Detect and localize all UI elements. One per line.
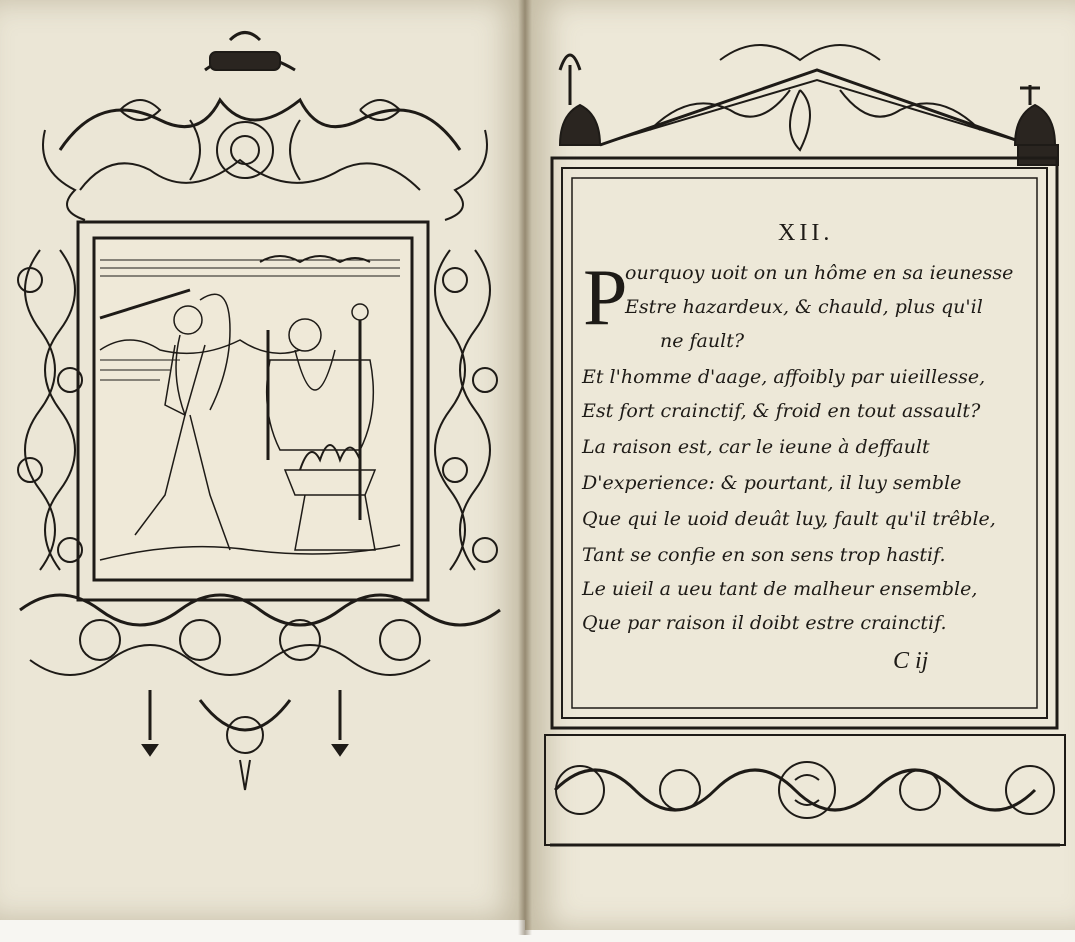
verse-line-11: Que par raison il doibt estre crainctif. <box>582 612 947 634</box>
verse-line-5: Est fort crainctif, & froid en tout assault? <box>582 400 981 422</box>
drop-cap: P <box>583 254 628 342</box>
left-crest-ornament <box>43 33 487 221</box>
verse-line-7: D'experience: & pourtant, il luy semble <box>582 472 962 494</box>
verse-line-3: ne fault? <box>660 330 745 352</box>
verse-line-2: Estre hazardeux, & chauld, plus qu'il <box>625 296 983 318</box>
left-bottom-ornament <box>20 595 500 790</box>
verse-line-6: La raison est, car le ieune à deffault <box>582 436 930 458</box>
woodcut-inner-frame <box>94 238 412 580</box>
signature-mark: C ij <box>893 648 929 674</box>
verse-line-4: Et l'homme d'aage, affoibly par uieillesse, <box>582 366 986 388</box>
verse-line-8: Que qui le uoid deuât luy, fault qu'il trêble, <box>582 508 996 530</box>
verse-line-1: ourquoy uoit on un hôme en sa ieunesse <box>625 262 1014 284</box>
right-pediment-ornament <box>560 45 1058 165</box>
poem-number-heading: XII. <box>778 220 834 246</box>
verse-line-9: Tant se confie en son sens trop hastif. <box>582 544 946 566</box>
right-bottom-frieze <box>545 735 1065 845</box>
verse-line-10: Le uieil a ueu tant de malheur ensemble, <box>582 578 978 600</box>
